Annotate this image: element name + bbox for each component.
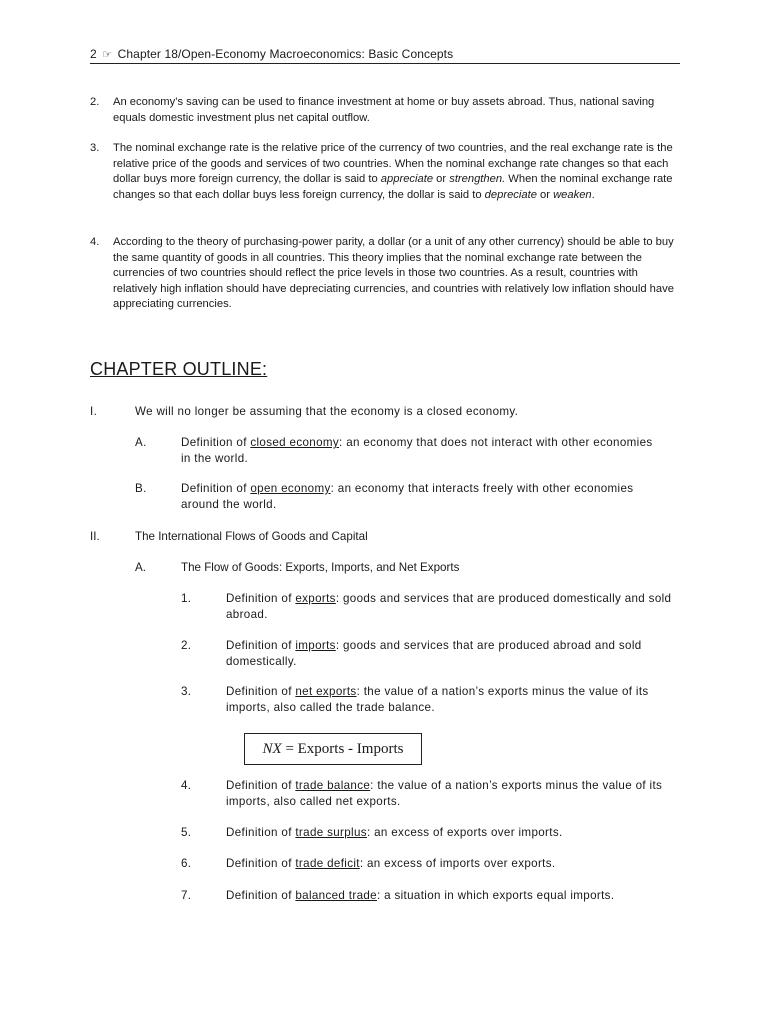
page-number: 2 bbox=[90, 47, 97, 61]
definition-text bbox=[226, 778, 682, 809]
definition-text bbox=[226, 591, 682, 622]
page-header bbox=[90, 47, 680, 61]
definition-body: : an excess of imports over exports. bbox=[359, 857, 556, 870]
text-segment: The nominal exchange rate is the relative price of the currency of two countries, and the real exchange rate is the relative price of the goods and services of two countries. When the nominal exchange rate changes so that each dollar buys more foreign currency, the dollar is said to bbox=[113, 142, 673, 185]
outline-label: 4. bbox=[181, 779, 192, 792]
outline-label: 6. bbox=[181, 857, 192, 870]
outline-label: 7. bbox=[181, 889, 192, 902]
definition-text bbox=[226, 888, 682, 904]
pointing-hand-icon: ☞ bbox=[102, 49, 113, 61]
outline-label: 1. bbox=[181, 592, 192, 605]
definition-text bbox=[181, 435, 661, 466]
definition-body: : an excess of exports over imports. bbox=[366, 826, 563, 839]
chapter-outline-heading: CHAPTER OUTLINE: bbox=[90, 359, 268, 379]
net-exports-formula bbox=[244, 733, 422, 765]
definition-prefix: Definition of bbox=[226, 779, 296, 792]
outline-label: 2. bbox=[181, 639, 192, 652]
outline-label: I. bbox=[90, 405, 98, 418]
defined-term: closed economy bbox=[250, 436, 340, 449]
defined-term: trade surplus bbox=[295, 826, 367, 839]
definition-prefix: Definition of bbox=[226, 592, 296, 605]
definition-prefix: Definition of bbox=[226, 826, 296, 839]
summary-item-number: 4. bbox=[90, 236, 100, 248]
outline-label: II. bbox=[90, 530, 100, 543]
definition-prefix: Definition of bbox=[181, 482, 251, 495]
outline-text: The International Flows of Goods and Capital bbox=[135, 530, 368, 543]
definition-body: : an economy that interacts freely with other economies around the world. bbox=[181, 482, 634, 511]
outline-text: We will no longer be assuming that the economy is a closed economy. bbox=[135, 405, 519, 418]
outline-label: 3. bbox=[181, 685, 192, 698]
text-segment: or bbox=[433, 173, 450, 185]
definition-text bbox=[181, 481, 661, 512]
defined-term: open economy bbox=[250, 482, 331, 495]
summary-item-text bbox=[113, 141, 683, 203]
emphasis-term: strengthen. bbox=[449, 173, 506, 185]
emphasis-term: appreciate bbox=[380, 173, 434, 185]
emphasis-term: weaken bbox=[553, 188, 592, 201]
summary-item-text: An economy’s saving can be used to finance investment at home or buy assets abroad. Thus, national saving equals domestic investment plus net capital outflow. bbox=[113, 96, 655, 124]
definition-prefix: Definition of bbox=[226, 857, 296, 870]
outline-label: 5. bbox=[181, 826, 192, 839]
text-segment: When the nominal exchange rate changes so that each dollar buys less foreign currency, the dollar is said to bbox=[113, 173, 673, 201]
definition-body: : goods and services that are produced domestically and sold abroad. bbox=[226, 592, 672, 621]
definition-prefix: Definition of bbox=[226, 889, 296, 902]
defined-term: trade deficit bbox=[295, 857, 360, 870]
defined-term: imports bbox=[295, 639, 336, 652]
definition-text bbox=[226, 684, 682, 715]
definition-body: : an economy that does not interact with other economies in the world. bbox=[181, 436, 653, 465]
definition-prefix: Definition of bbox=[226, 639, 296, 652]
outline-label: A. bbox=[135, 436, 147, 449]
definition-body: : the value of a nation’s exports minus the value of its imports, also called the trade balance. bbox=[226, 685, 649, 714]
outline-label: A. bbox=[135, 561, 146, 574]
formula-rhs: = Exports - Imports bbox=[281, 741, 404, 757]
definition-text bbox=[226, 856, 682, 872]
definition-text bbox=[226, 825, 682, 841]
header-rule bbox=[90, 63, 680, 64]
defined-term: balanced trade bbox=[295, 889, 377, 902]
definition-prefix: Definition of bbox=[226, 685, 296, 698]
chapter-title: Chapter 18/Open-Economy Macroeconomics: Basic Concepts bbox=[117, 47, 454, 61]
summary-item-number: 3. bbox=[90, 142, 100, 154]
text-segment: . bbox=[591, 188, 595, 201]
definition-body: : goods and services that are produced abroad and sold domestically. bbox=[226, 639, 642, 668]
defined-term: net exports bbox=[295, 685, 357, 698]
summary-item-text: According to the theory of purchasing-power parity, a dollar (or a unit of any other currency) should be able to buy the same quantity of goods in all countries. This theory implies that the nominal exchange rate between the currencies of two countries should reflect the price levels in those two countries. As a result, countries with relatively high inflation should have depreciating currencies, and countries with relatively low inflation should have appreciating currencies. bbox=[113, 236, 674, 310]
emphasis-term: depreciate bbox=[484, 188, 537, 201]
definition-body: : a situation in which exports equal imports. bbox=[376, 889, 615, 902]
outline-text: The Flow of Goods: Exports, Imports, and Net Exports bbox=[181, 561, 460, 574]
definition-body: : the value of a nation’s exports minus the value of its imports, also called net exports. bbox=[226, 779, 663, 808]
formula-lhs: NX bbox=[262, 741, 282, 757]
defined-term: exports bbox=[295, 592, 336, 605]
definition-text bbox=[226, 638, 682, 669]
summary-item-number: 2. bbox=[90, 96, 100, 108]
defined-term: trade balance bbox=[295, 779, 371, 792]
definition-prefix: Definition of bbox=[181, 436, 251, 449]
text-segment: or bbox=[536, 188, 554, 201]
outline-label: B. bbox=[135, 482, 147, 495]
